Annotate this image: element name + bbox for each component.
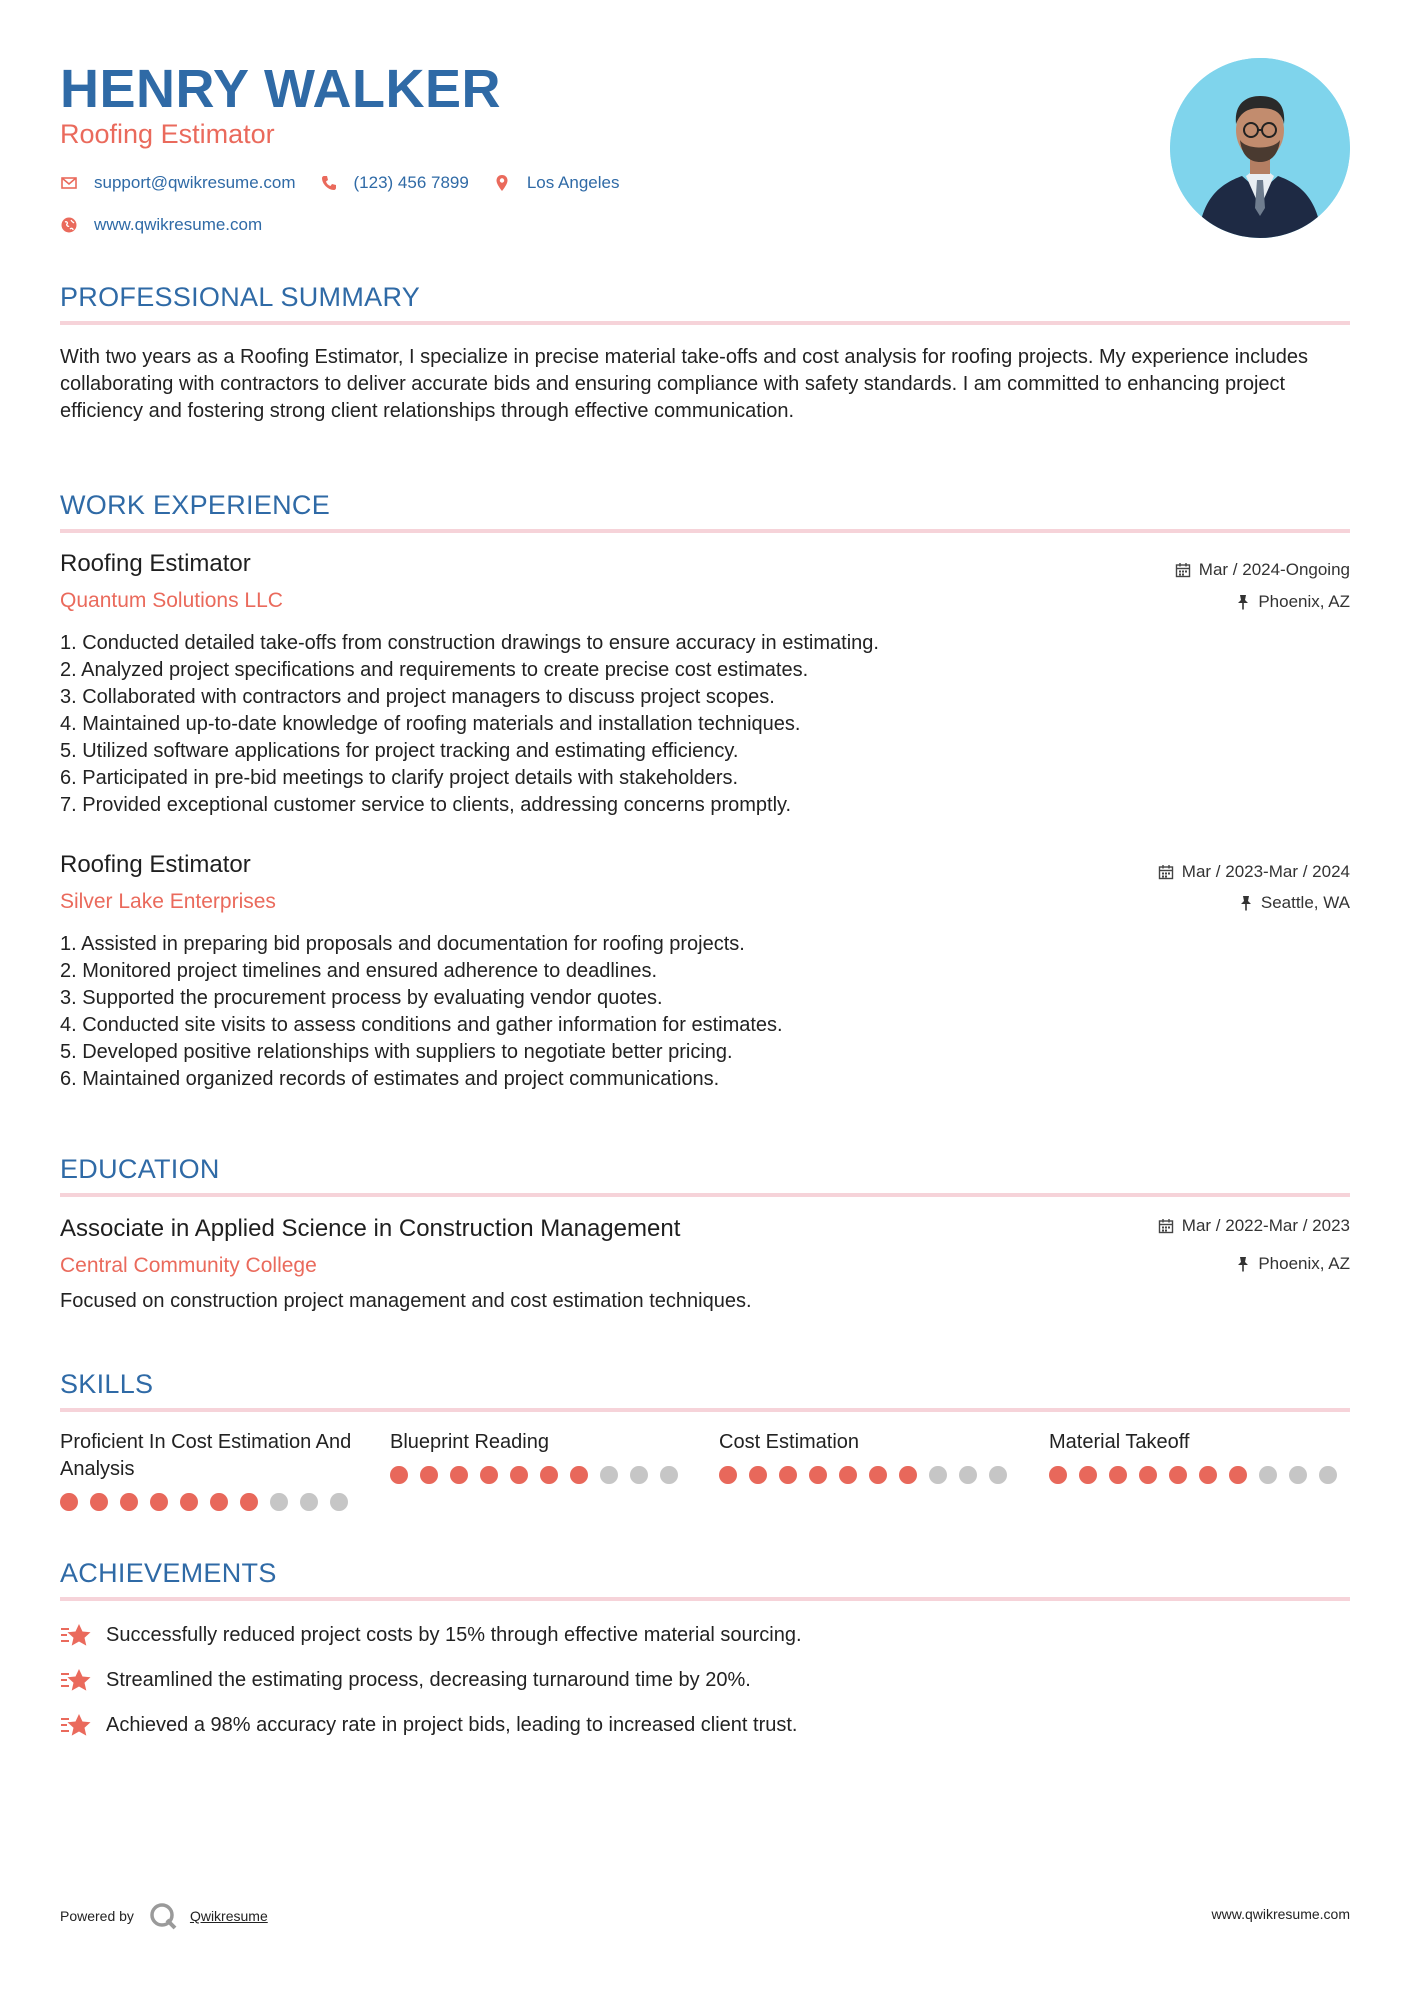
skill-name: Cost Estimation [719, 1431, 860, 1453]
rating-dot-empty [660, 1466, 678, 1484]
phone-text: (123) 456 7899 [353, 173, 469, 192]
list-item: 4. Conducted site visits to assess conditions and gather information for estimates. [60, 1014, 783, 1036]
list-item: 2. Analyzed project specifications and requirements to create precise cost estimates. [60, 659, 809, 681]
rating-dot-empty [929, 1466, 947, 1484]
section-divider [60, 321, 1350, 325]
rating-dot-filled [1079, 1466, 1097, 1484]
rating-dot-empty [300, 1493, 318, 1511]
summary-text: With two years as a Roofing Estimator, I specialize in precise material take-offs and cost analysis for roofing projects. My experience includes collaborating with contractors to deliver accurate bids and ensuring compliance with safety standards. I am committed to enhancing project efficiency and fostering strong client relationships through effective communication. [60, 346, 1308, 422]
job-dates-text: Mar / 2023-Mar / 2024 [1181, 862, 1350, 881]
pushpin-icon [1239, 895, 1253, 911]
job-location-text: Seattle, WA [1260, 893, 1350, 912]
list-item: 2. Monitored project timelines and ensured adherence to deadlines. [60, 960, 658, 982]
list-item: 6. Maintained organized records of estimates and project communications. [60, 1068, 720, 1090]
rating-dot-filled [749, 1466, 767, 1484]
achievement-item [60, 1666, 751, 1694]
rating-dot-filled [150, 1493, 168, 1511]
job-dates-text: Mar / 2024-Ongoing [1198, 560, 1350, 579]
job-bullets [60, 931, 783, 1093]
degree-title: Associate in Applied Science in Construction Management [60, 1215, 681, 1242]
job-dates [1158, 862, 1350, 882]
rating-dot-filled [390, 1466, 408, 1484]
website-text: www.qwikresume.com [94, 215, 263, 234]
rating-dot-filled [450, 1466, 468, 1484]
footer-website[interactable]: www.qwikresume.com [1211, 1906, 1350, 1922]
star-icon [60, 1621, 92, 1649]
rating-dot-empty [600, 1466, 618, 1484]
rating-dot-filled [839, 1466, 857, 1484]
contact-row [60, 173, 643, 193]
job-title: Roofing Estimator [60, 550, 251, 577]
education-description: Focused on construction project management and cost estimation techniques. [60, 1290, 752, 1312]
envelope-icon [60, 174, 78, 192]
school-name: Central Community College [60, 1254, 317, 1277]
job-bullets [60, 630, 879, 819]
calendar-icon [1175, 562, 1191, 578]
rating-dot-filled [60, 1493, 78, 1511]
rating-dot-empty [630, 1466, 648, 1484]
rating-dot-filled [480, 1466, 498, 1484]
star-icon [60, 1711, 92, 1739]
rating-dot-empty [989, 1466, 1007, 1484]
list-item: 7. Provided exceptional customer service to clients, addressing concerns promptly. [60, 794, 792, 816]
rating-dot-filled [210, 1493, 228, 1511]
powered-by-label: Powered by [60, 1908, 134, 1924]
education-heading: EDUCATION [60, 1154, 220, 1184]
job-location-text: Phoenix, AZ [1258, 592, 1350, 611]
achievement-text: Streamlined the estimating process, decreasing turnaround time by 20%. [106, 1668, 751, 1691]
achievements-heading: ACHIEVEMENTS [60, 1558, 277, 1588]
rating-dot-filled [1169, 1466, 1187, 1484]
skill-name: Proficient In Cost Estimation And Analysis [60, 1431, 352, 1480]
email-text: support@qwikresume.com [94, 173, 296, 192]
rating-dot-filled [570, 1466, 588, 1484]
footer-powered-by [60, 1901, 268, 1931]
achievement-item [60, 1621, 802, 1649]
candidate-name: HENRY WALKER [60, 59, 502, 119]
location-text: Los Angeles [526, 173, 620, 192]
section-divider [60, 1408, 1350, 1412]
phone-icon [320, 174, 338, 192]
rating-dot-filled [719, 1466, 737, 1484]
list-item: 3. Collaborated with contractors and project managers to discuss project scopes. [60, 686, 775, 708]
qwikresume-link[interactable]: Qwikresume [189, 1908, 268, 1924]
section-divider [60, 1193, 1350, 1197]
rating-dot-filled [510, 1466, 528, 1484]
education-dates [1158, 1216, 1350, 1236]
rating-dot-filled [779, 1466, 797, 1484]
skill-item [719, 1429, 1019, 1484]
achievement-text: Achieved a 98% accuracy rate in project bids, leading to increased client trust. [106, 1713, 798, 1736]
rating-dot-filled [90, 1493, 108, 1511]
achievement-text: Successfully reduced project costs by 15% through effective material sourcing. [106, 1623, 802, 1646]
skill-rating [60, 1493, 360, 1511]
skill-name: Material Takeoff [1049, 1431, 1190, 1453]
list-item: 5. Utilized software applications for project tracking and estimating efficiency. [60, 740, 739, 762]
job-company: Silver Lake Enterprises [60, 890, 276, 913]
star-icon [60, 1666, 92, 1694]
qwikresume-logo-icon [148, 1901, 178, 1931]
contact-phone[interactable] [320, 173, 469, 193]
job-dates [1175, 560, 1350, 580]
pushpin-icon [1236, 1256, 1250, 1272]
job-location [1239, 893, 1350, 913]
globe-icon [60, 216, 78, 234]
rating-dot-filled [120, 1493, 138, 1511]
education-location-text: Phoenix, AZ [1258, 1254, 1350, 1273]
rating-dot-filled [809, 1466, 827, 1484]
list-item: 5. Developed positive relationships with suppliers to negotiate better pricing. [60, 1041, 733, 1063]
rating-dot-empty [1289, 1466, 1307, 1484]
rating-dot-empty [1259, 1466, 1277, 1484]
profile-photo [1170, 58, 1350, 238]
rating-dot-empty [330, 1493, 348, 1511]
skill-item [390, 1429, 690, 1484]
resume-page [60, 0, 1350, 1990]
job-title: Roofing Estimator [60, 851, 251, 878]
rating-dot-filled [540, 1466, 558, 1484]
pushpin-icon [1236, 594, 1250, 610]
contact-row-2 [60, 215, 286, 235]
contact-website[interactable] [60, 215, 262, 235]
section-divider [60, 1597, 1350, 1601]
skill-rating [1049, 1466, 1349, 1484]
list-item: 4. Maintained up-to-date knowledge of roofing materials and installation techniques. [60, 713, 801, 735]
calendar-icon [1158, 864, 1174, 880]
skill-item [1049, 1429, 1349, 1484]
experience-heading: WORK EXPERIENCE [60, 490, 331, 520]
job-location [1236, 592, 1350, 612]
rating-dot-filled [1049, 1466, 1067, 1484]
rating-dot-filled [1199, 1466, 1217, 1484]
section-divider [60, 529, 1350, 533]
rating-dot-filled [899, 1466, 917, 1484]
list-item: 1. Assisted in preparing bid proposals and documentation for roofing projects. [60, 933, 745, 955]
skill-rating [390, 1466, 690, 1484]
rating-dot-filled [1139, 1466, 1157, 1484]
summary-heading: PROFESSIONAL SUMMARY [60, 282, 421, 312]
rating-dot-empty [1319, 1466, 1337, 1484]
rating-dot-empty [959, 1466, 977, 1484]
rating-dot-filled [869, 1466, 887, 1484]
job-company: Quantum Solutions LLC [60, 589, 283, 612]
contact-location [493, 173, 620, 193]
skill-name: Blueprint Reading [390, 1431, 549, 1453]
list-item: 3. Supported the procurement process by evaluating vendor quotes. [60, 987, 663, 1009]
list-item: 6. Participated in pre-bid meetings to clarify project details with stakeholders. [60, 767, 739, 789]
rating-dot-filled [1109, 1466, 1127, 1484]
rating-dot-empty [270, 1493, 288, 1511]
skills-heading: SKILLS [60, 1369, 154, 1399]
skill-rating [719, 1466, 1019, 1484]
rating-dot-filled [1229, 1466, 1247, 1484]
rating-dot-filled [240, 1493, 258, 1511]
calendar-icon [1158, 1218, 1174, 1234]
list-item: 1. Conducted detailed take-offs from construction drawings to ensure accuracy in estimating. [60, 632, 879, 654]
achievement-item [60, 1711, 797, 1739]
rating-dot-filled [180, 1493, 198, 1511]
contact-email[interactable] [60, 173, 296, 193]
rating-dot-filled [420, 1466, 438, 1484]
education-dates-text: Mar / 2022-Mar / 2023 [1181, 1216, 1350, 1235]
education-location [1236, 1254, 1350, 1274]
candidate-title: Roofing Estimator [60, 119, 275, 149]
person-portrait-icon [1170, 58, 1350, 238]
map-pin-icon [493, 174, 511, 192]
skill-item [60, 1429, 360, 1511]
